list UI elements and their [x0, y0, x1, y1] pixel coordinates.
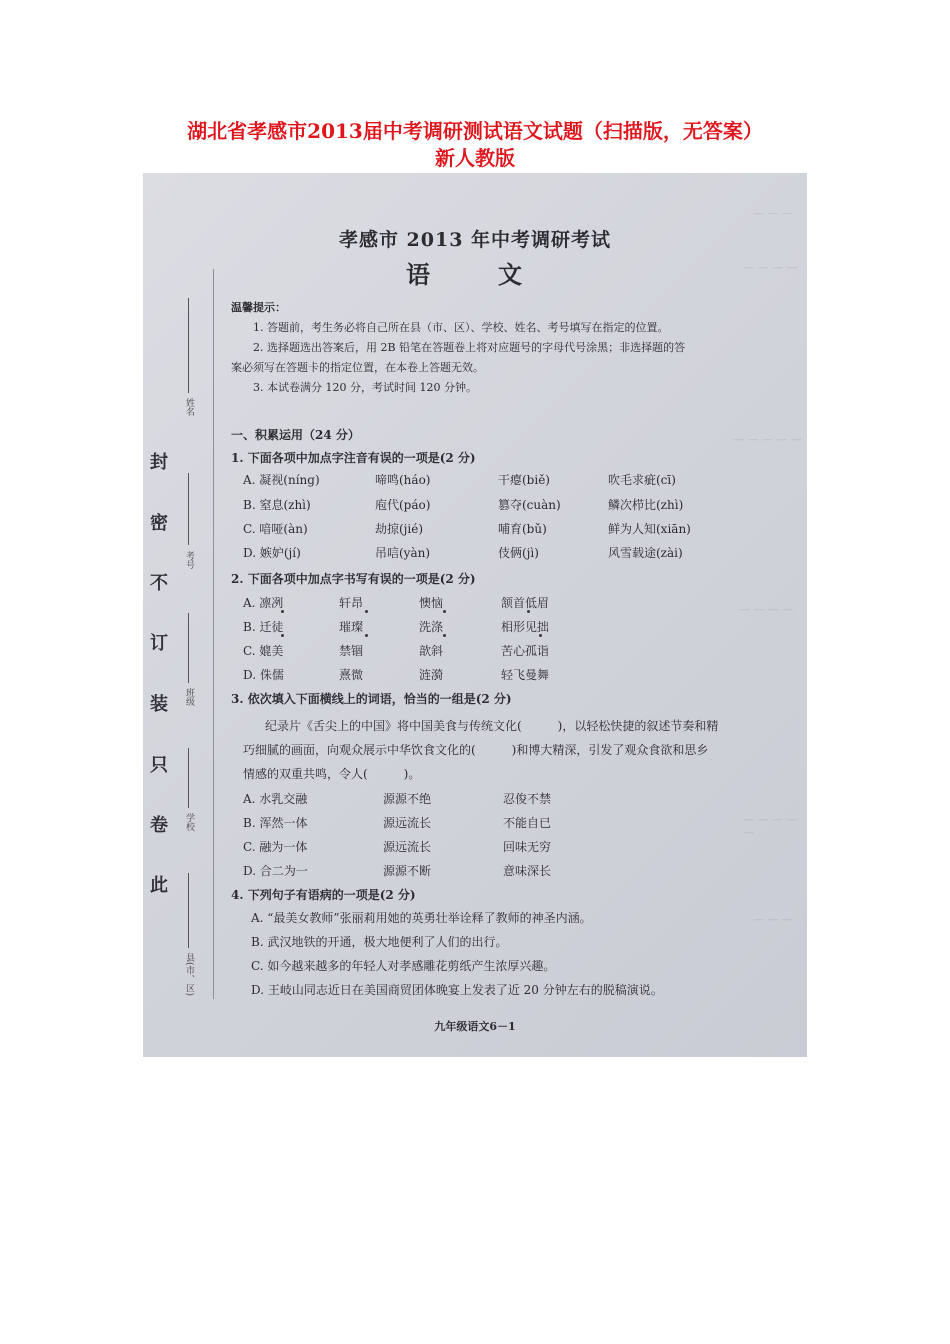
binding-char: 装 — [150, 694, 168, 715]
bleed-through-mark: — — — — — [739, 603, 794, 616]
question-1-stem: 1. 下面各项中加点字注音有误的一项是(2 分) — [231, 451, 476, 465]
q3-option: 源远流长 — [383, 816, 432, 830]
school-field-label: 学校 — [184, 813, 194, 831]
scanned-exam-page — [143, 173, 807, 1057]
q1-option: 鲜为人知(xiān) — [608, 522, 691, 536]
class-field-line — [188, 613, 189, 683]
q2-option: B. 迁徒 — [243, 620, 284, 634]
q2-option: 熹微 — [339, 668, 364, 682]
document-title — [0, 118, 950, 172]
binding-char: 不 — [150, 573, 168, 594]
document-title-line1: 湖北省孝感市2013届中考调研测试语文试题（扫描版，无答案） — [187, 119, 763, 143]
q2-option: 涟漪 — [419, 668, 444, 682]
q1-option: 哺育(bǔ) — [498, 522, 547, 536]
exam-header: 孝感市 2013 年中考调研考试 — [338, 229, 612, 251]
document-title-line2: 新人教版 — [435, 146, 515, 170]
q3-passage-line: 情感的双重共鸣，令人( )。 — [243, 767, 421, 781]
name-field-label: 姓名 — [184, 398, 194, 416]
q1-option: 庖代(páo) — [375, 498, 431, 512]
q1-option: 吹毛求疵(cī) — [608, 473, 676, 487]
page-footer: 九年级语文6－1 — [434, 1020, 516, 1033]
q1-option: 篡夺(cuàn) — [498, 498, 561, 512]
emphasis-dot — [539, 634, 542, 637]
q2-option: D. 侏儒 — [243, 668, 284, 682]
q1-option: 鳞次栉比(zhì) — [608, 498, 684, 512]
emphasis-dot — [365, 610, 368, 613]
q4-option: B. 武汉地铁的开通，极大地便利了人们的出行。 — [251, 935, 508, 949]
q2-option: 颔首低眉 — [501, 596, 550, 610]
emphasis-dot — [281, 610, 284, 613]
q2-option: 懊恼 — [419, 596, 444, 610]
tips-title: 温馨提示： — [231, 301, 286, 314]
binding-line — [213, 269, 214, 999]
tip-line: 2. 选择题选出答案后，用 2B 铅笔在答题卷上将对应题号的字母代号涂黑；非选择题的答 — [253, 341, 686, 354]
q3-option: 源远流长 — [383, 840, 432, 854]
exam-subject: 语 文 — [406, 260, 544, 289]
q1-option: C. 喑哑(àn) — [243, 522, 308, 536]
binding-char: 封 — [150, 452, 168, 473]
exam-number-field-label: 考号 — [184, 551, 194, 569]
binding-char: 只 — [150, 755, 168, 776]
emphasis-dot — [365, 634, 368, 637]
q2-option: 轩昂 — [339, 596, 364, 610]
q3-passage-line: 纪录片《舌尖上的中国》将中国美食与传统文化( )，以轻松快捷的叙述节奏和精 — [265, 719, 719, 733]
binding-char: 密 — [150, 513, 168, 534]
question-2-stem: 2. 下面各项中加点字书写有误的一项是(2 分) — [231, 572, 476, 586]
q1-option: 伎俩(jì) — [498, 546, 539, 560]
name-field-line — [188, 298, 189, 393]
binding-char: 此 — [150, 875, 168, 896]
q3-passage-line: 巧细腻的画面，向观众展示中华饮食文化的( )和博大精深，引发了观众食欲和思乡 — [243, 743, 709, 757]
q1-option: 吊唁(yàn) — [375, 546, 431, 560]
school-field-line — [188, 748, 189, 808]
section-heading: 一、积累运用（24 分） — [231, 428, 360, 442]
bleed-through-mark: — — — — — — [733, 433, 802, 446]
q3-option: 不能自已 — [503, 816, 552, 830]
q3-option: 源源不断 — [383, 864, 432, 878]
q3-option: 源源不绝 — [383, 792, 432, 806]
emphasis-dot — [527, 610, 530, 613]
q2-option: 相形见拙 — [501, 620, 550, 634]
q3-option: 回味无穷 — [503, 840, 552, 854]
tip-line: 1. 答题前，考生务必将自己所在县（市、区）、学校、姓名、考号填写在指定的位置。 — [253, 321, 669, 334]
q2-option: 苦心孤诣 — [501, 644, 550, 658]
q2-option: 轻飞曼舞 — [501, 668, 550, 682]
emphasis-dot — [281, 634, 284, 637]
q1-option: 劫掠(jié) — [375, 522, 424, 536]
bleed-through-mark: — — — — [753, 207, 793, 220]
q4-option: D. 王岐山同志近日在美国商贸团体晚宴上发表了近 20 分钟左右的脱稿演说。 — [251, 983, 663, 997]
bleed-through-mark: — — — — — — [743, 813, 798, 839]
exam-number-field-line — [188, 473, 189, 545]
q4-option: A. “最美女教师”张丽莉用她的英勇壮举诠释了教师的神圣内涵。 — [251, 911, 592, 925]
q1-option: 啼鸣(háo) — [375, 473, 431, 487]
tip-line: 案必须写在答题卡的指定位置，在本卷上答题无效。 — [231, 361, 484, 374]
q1-option: A. 凝视(níng) — [243, 473, 320, 487]
county-field-line — [188, 873, 189, 948]
tip-line: 3. 本试卷满分 120 分，考试时间 120 分钟。 — [253, 381, 477, 394]
q1-option: D. 嫉妒(jí) — [243, 546, 301, 560]
class-field-label: 班级 — [184, 688, 194, 706]
q3-option: C. 融为一体 — [243, 840, 308, 854]
q3-option: D. 合二为一 — [243, 864, 308, 878]
q1-option: B. 窒息(zhì) — [243, 498, 311, 512]
q1-option: 风雪载途(zài) — [608, 546, 683, 560]
bleed-through-mark: — — — — [753, 913, 793, 926]
q3-option: 忍俊不禁 — [503, 792, 552, 806]
q2-option: 璀璨 — [339, 620, 364, 634]
binding-char: 订 — [150, 633, 168, 654]
q2-option: 歆斜 — [419, 644, 444, 658]
question-4-stem: 4. 下列句子有语病的一项是(2 分) — [231, 888, 416, 902]
q4-option: C. 如今越来越多的年轻人对孝感雕花剪纸产生浓厚兴趣。 — [251, 959, 556, 973]
q2-option: C. 媲美 — [243, 644, 284, 658]
county-field-label: 县(市、区) — [184, 953, 194, 997]
bleed-through-mark: — — — — — [743, 261, 798, 274]
q2-option: 洗涤 — [419, 620, 444, 634]
q3-option: A. 水乳交融 — [243, 792, 308, 806]
q3-option: B. 浑然一体 — [243, 816, 308, 830]
q3-option: 意味深长 — [503, 864, 552, 878]
question-3-stem: 3. 依次填入下面横线上的词语，恰当的一组是(2 分) — [231, 692, 512, 706]
emphasis-dot — [443, 634, 446, 637]
q2-option: A. 凛冽 — [243, 596, 284, 610]
q1-option: 干瘪(biě) — [498, 473, 550, 487]
emphasis-dot — [443, 610, 446, 613]
q2-option: 禁锢 — [339, 644, 364, 658]
binding-char: 卷 — [150, 815, 168, 836]
